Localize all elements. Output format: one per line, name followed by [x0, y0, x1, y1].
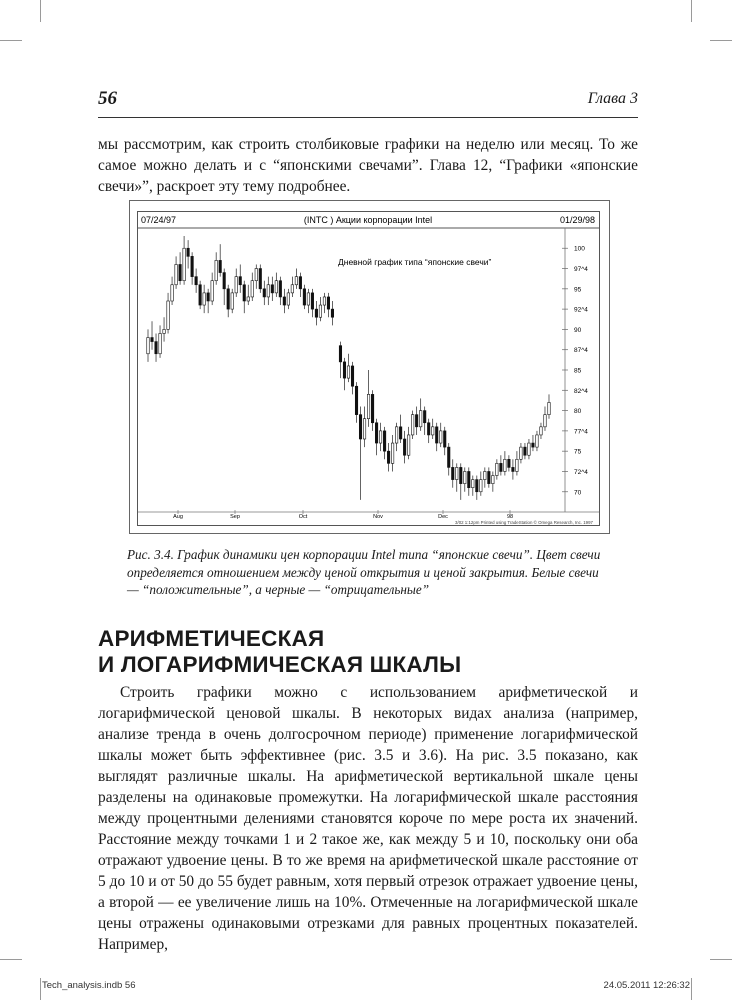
- candle-black: [524, 447, 526, 455]
- candle-black: [423, 411, 425, 423]
- candle-white: [175, 264, 177, 284]
- candle-black: [279, 281, 281, 297]
- figure-caption: Рис. 3.4. График динамики цен корпорации Intel типа “японские свечи”. Цвет свечи определяется отношением между ценой открытия и ценой закрытия. Белые свечи — “положительные”, а черные — “отрицательные”: [127, 547, 601, 597]
- candle-black: [508, 459, 510, 467]
- y-tick-label: 85: [574, 367, 582, 375]
- candle-black: [512, 467, 514, 471]
- y-tick-label: 90: [574, 326, 582, 334]
- candle-black: [383, 431, 385, 451]
- candle-black: [259, 269, 261, 289]
- candle-white: [275, 281, 277, 293]
- candle-black: [271, 285, 273, 293]
- x-tick-label: Oct: [298, 514, 308, 520]
- candle-white: [391, 443, 393, 463]
- candle-white: [347, 366, 349, 378]
- chart-annotation: Дневной график типа “японские свечи”: [338, 257, 492, 267]
- candle-white: [159, 333, 161, 353]
- candle-black: [443, 431, 445, 447]
- candle-black: [403, 439, 405, 455]
- candle-white: [516, 459, 518, 471]
- y-tick-label: 70: [574, 489, 582, 497]
- chart-date-start: 07/24/97: [141, 215, 177, 225]
- y-tick-label: 72^4: [574, 468, 588, 476]
- candle-white: [484, 471, 486, 479]
- candle-black: [199, 285, 201, 305]
- y-tick-label: 97^4: [574, 266, 588, 274]
- candle-white: [255, 269, 257, 281]
- candle-white: [307, 293, 309, 305]
- section-title-line: И ЛОГАРИФМИЧЕСКАЯ ШКАЛЫ: [98, 652, 462, 677]
- candle-black: [219, 260, 221, 272]
- candle-white: [215, 260, 217, 280]
- candle-white: [363, 419, 365, 439]
- page-number: 56: [98, 88, 117, 109]
- candlestick-chart: [138, 212, 599, 525]
- x-axis: [173, 510, 513, 520]
- candle-white: [395, 427, 397, 443]
- crop-mark: [40, 0, 41, 22]
- candle-white: [540, 427, 542, 435]
- candle-black: [427, 423, 429, 435]
- candle-white: [147, 338, 149, 354]
- x-tick-label: Dec: [438, 514, 448, 520]
- footer-datetime: 24.05.2011 12:26:32: [603, 980, 690, 991]
- chart-frame: [137, 211, 600, 526]
- crop-mark: [0, 40, 22, 41]
- candle-black: [327, 297, 329, 309]
- candle-white: [492, 476, 494, 484]
- candle-white: [267, 285, 269, 297]
- candle-white: [163, 329, 165, 333]
- candle-white: [544, 415, 546, 427]
- y-tick-label: 100: [574, 245, 585, 253]
- candle-black: [283, 297, 285, 305]
- candle-white: [536, 435, 538, 447]
- candle-black: [448, 447, 450, 467]
- crop-mark: [710, 40, 732, 41]
- y-tick-label: 95: [574, 286, 582, 294]
- candle-black: [331, 309, 333, 317]
- candle-black: [191, 256, 193, 276]
- intro-paragraph: мы рассмотрим, как строить столбиковые графики на неделю или месяц. То же самое можно делать и с “японскими свечами”. Глава 12, “Графики «японские свечи»”, раскроет эту тему подробнее.: [98, 136, 638, 195]
- candle-black: [311, 293, 313, 309]
- candle-black: [303, 289, 305, 305]
- header-rule: [98, 117, 638, 118]
- candle-black: [415, 415, 417, 427]
- y-axis: [562, 246, 588, 497]
- candle-white: [496, 463, 498, 475]
- candle-white: [295, 277, 297, 285]
- candle-black: [195, 277, 197, 285]
- chart-footer-note: 3/02 1:12pm Printed using TradeStation © Omega Research, Inc. 1997: [455, 520, 593, 525]
- candle-black: [355, 386, 357, 414]
- candle-white: [171, 285, 173, 301]
- candle-black: [187, 248, 189, 256]
- y-tick-label: 92^4: [574, 306, 588, 314]
- candle-white: [548, 402, 550, 414]
- candle-black: [179, 264, 181, 280]
- candle-black: [339, 346, 341, 362]
- chapter-label: Глава 3: [587, 90, 638, 107]
- candle-white: [456, 467, 458, 479]
- crop-mark: [0, 959, 22, 960]
- crop-mark: [691, 0, 692, 22]
- candle-white: [367, 394, 369, 418]
- candle-white: [528, 443, 530, 455]
- candle-white: [504, 459, 506, 471]
- candle-white: [251, 281, 253, 297]
- candle-white: [203, 293, 205, 305]
- chart-title: (INTC ) Акции корпорации Intel: [303, 215, 433, 225]
- candles: [147, 236, 550, 500]
- candle-black: [460, 467, 462, 483]
- candle-black: [435, 427, 437, 443]
- candle-white: [419, 411, 421, 427]
- candle-black: [207, 293, 209, 301]
- candle-black: [155, 342, 157, 354]
- candle-black: [359, 415, 361, 439]
- candle-black: [500, 463, 502, 471]
- x-tick-label: Nov: [373, 514, 383, 520]
- candle-black: [371, 394, 373, 422]
- candle-black: [243, 285, 245, 301]
- candle-white: [235, 277, 237, 293]
- x-tick-label: Sep: [230, 514, 240, 520]
- figure-chart: [129, 200, 610, 534]
- candle-black: [476, 480, 478, 492]
- candle-black: [399, 427, 401, 439]
- candle-white: [464, 471, 466, 483]
- candle-black: [299, 277, 301, 289]
- candle-black: [227, 289, 229, 309]
- candle-black: [315, 309, 317, 317]
- candle-white: [287, 293, 289, 305]
- crop-mark: [40, 978, 41, 1000]
- candle-white: [183, 248, 185, 280]
- candle-white: [167, 301, 169, 329]
- x-tick-label: Aug: [173, 514, 183, 520]
- candle-black: [532, 443, 534, 447]
- y-tick-label: 80: [574, 408, 582, 416]
- x-tick-label: 98: [506, 514, 514, 520]
- candle-white: [439, 431, 441, 443]
- candle-white: [431, 427, 433, 435]
- candle-white: [211, 281, 213, 301]
- candle-white: [472, 480, 474, 488]
- y-tick-label: 75: [574, 448, 582, 456]
- section-title-line: АРИФМЕТИЧЕСКАЯ: [98, 626, 325, 651]
- candle-white: [411, 415, 413, 435]
- section-title: [98, 626, 638, 678]
- chart-date-end: 01/29/98: [559, 215, 595, 225]
- candle-black: [351, 366, 353, 386]
- candle-white: [291, 285, 293, 293]
- crop-mark: [710, 959, 732, 960]
- candle-white: [231, 293, 233, 309]
- candle-white: [319, 305, 321, 317]
- candle-white: [480, 480, 482, 492]
- candle-black: [239, 277, 241, 285]
- y-tick-label: 77^4: [574, 428, 588, 436]
- candle-white: [407, 435, 409, 455]
- candle-black: [488, 471, 490, 483]
- running-head: [98, 88, 638, 114]
- y-tick-label: 82^4: [574, 387, 588, 395]
- candle-black: [151, 338, 153, 342]
- candle-black: [343, 362, 345, 378]
- candle-black: [223, 273, 225, 289]
- crop-mark: [691, 978, 692, 1000]
- candle-black: [375, 423, 377, 443]
- candle-white: [323, 297, 325, 305]
- candle-white: [520, 447, 522, 459]
- footer-file: Tech_analysis.indb 56: [42, 980, 136, 991]
- candle-black: [468, 471, 470, 487]
- body-paragraph: Строить графики можно с использованием арифметической и логарифмической ценовой шкалы. В некоторых видах анализа (например, анализе тренда в очень долгосрочном периоде) применение логарифмической шкалы может быть эффективнее (рис. 3.5 и 3.6). На рис. 3.5 показано, как выглядят различные шкалы. На арифметической вертикальной шкале цены разделены на одинаковые промежутки. На логарифмической шкале расстояния между процентными делениями становятся короче по мере роста их значений. Расстояние между точками 1 и 2 такое же, как между 5 и 10, поскольку они оба отражают удвоение цены. В то же время на арифметической шкале расстояние от 5 до 10 и от 50 до 55 будет равным, хотя первый отрезок отражает удвоение цены, а второй — ее увеличение лишь на 10%. Отмеченные на логарифмической шкале цены отражены одинаковыми отрезками для равных процентных показателей. Например,: [98, 684, 638, 953]
- candle-white: [247, 297, 249, 301]
- y-tick-label: 87^4: [574, 347, 588, 355]
- candle-white: [379, 431, 381, 443]
- candle-black: [387, 451, 389, 463]
- candle-black: [452, 467, 454, 479]
- candle-black: [263, 289, 265, 297]
